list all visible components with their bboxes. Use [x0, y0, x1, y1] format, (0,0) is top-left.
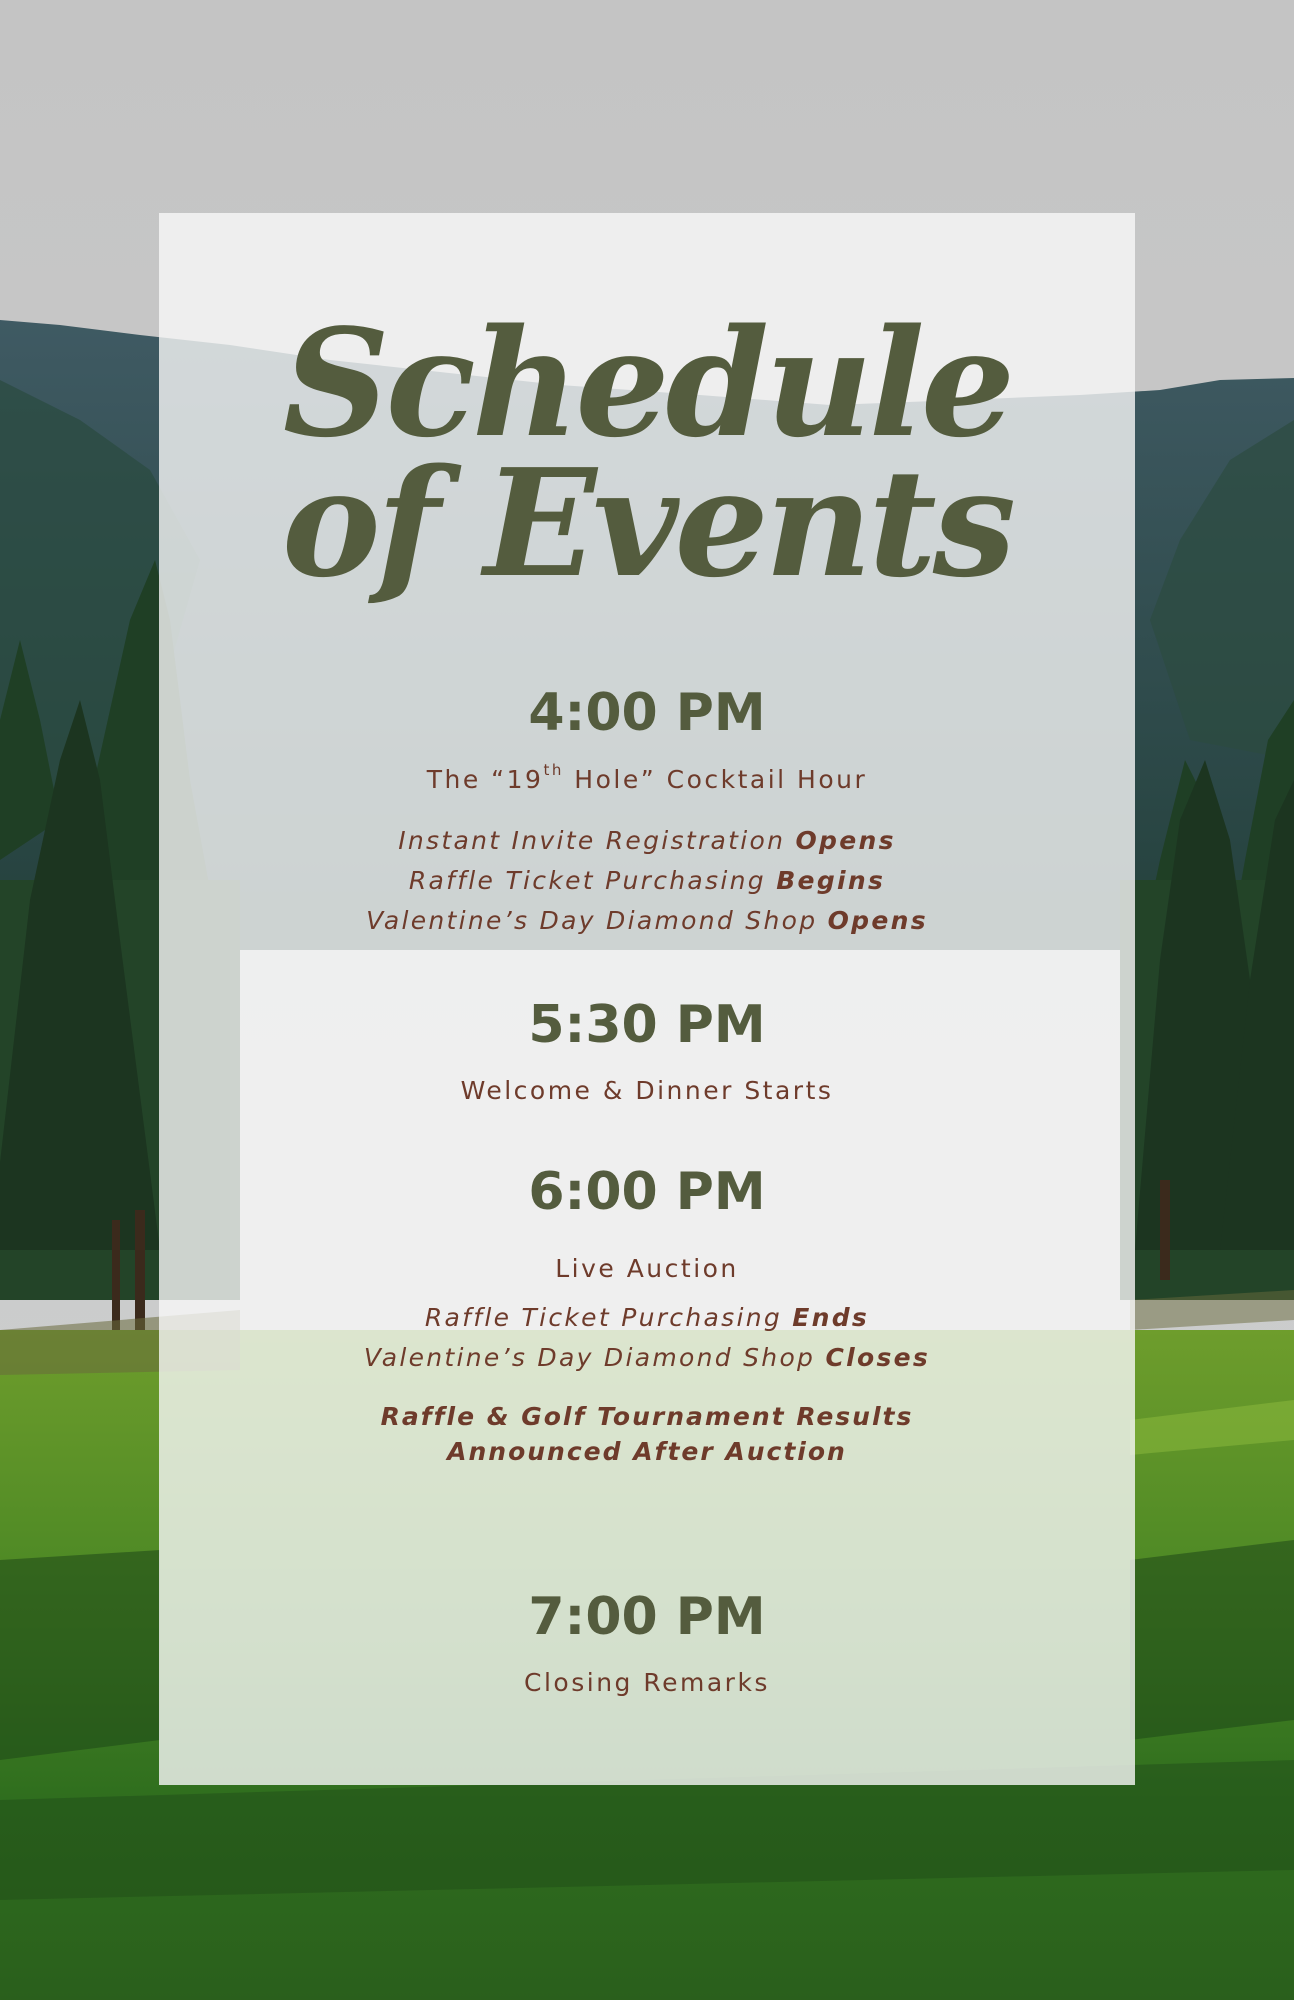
note-item: [159, 821, 1135, 861]
note-text: Valentine’s Day Diamond Shop: [366, 906, 828, 935]
schedule-event-2: Welcome & Dinner Starts: [460, 1076, 834, 1105]
note-item: [159, 1298, 1135, 1338]
schedule-time-2: 5:30 PM: [528, 995, 766, 1055]
note-text: Raffle Ticket Purchasing: [408, 866, 777, 895]
note-text: Instant Invite Registration: [398, 826, 796, 855]
results-line-1: Raffle & Golf Tournament Results: [380, 1402, 914, 1431]
note-item: [159, 1338, 1135, 1378]
page-title: [159, 296, 1135, 610]
note-item: [159, 901, 1135, 941]
schedule-event-4: Closing Remarks: [524, 1668, 770, 1697]
event-1-suffix: Hole” Cocktail Hour: [563, 765, 868, 794]
schedule-notes-3: [159, 1298, 1135, 1378]
schedule-card: [159, 213, 1135, 1785]
note-text: Raffle Ticket Purchasing: [424, 1303, 793, 1332]
note-emphasis: Opens: [827, 906, 928, 935]
note-item: [159, 861, 1135, 901]
results-line-2: Announced After Auction: [447, 1437, 847, 1466]
title-line-2: of Events: [281, 436, 1013, 610]
schedule-time-1: 4:00 PM: [528, 683, 766, 743]
results-announcement: [159, 1399, 1135, 1469]
event-1-prefix: The “19: [426, 765, 544, 794]
note-emphasis: Begins: [776, 866, 886, 895]
note-emphasis: Ends: [792, 1303, 870, 1332]
schedule-event-3: Live Auction: [555, 1254, 739, 1283]
note-emphasis: Closes: [825, 1343, 931, 1372]
note-text: Valentine’s Day Diamond Shop: [363, 1343, 826, 1372]
schedule-time-3: 6:00 PM: [528, 1162, 766, 1222]
note-emphasis: Opens: [795, 826, 896, 855]
schedule-notes-1: [159, 821, 1135, 941]
event-1-superscript: th: [543, 760, 564, 779]
schedule-time-4: 7:00 PM: [528, 1587, 766, 1647]
title-line-1: Schedule: [282, 296, 1012, 470]
schedule-event-1: [159, 760, 1135, 796]
